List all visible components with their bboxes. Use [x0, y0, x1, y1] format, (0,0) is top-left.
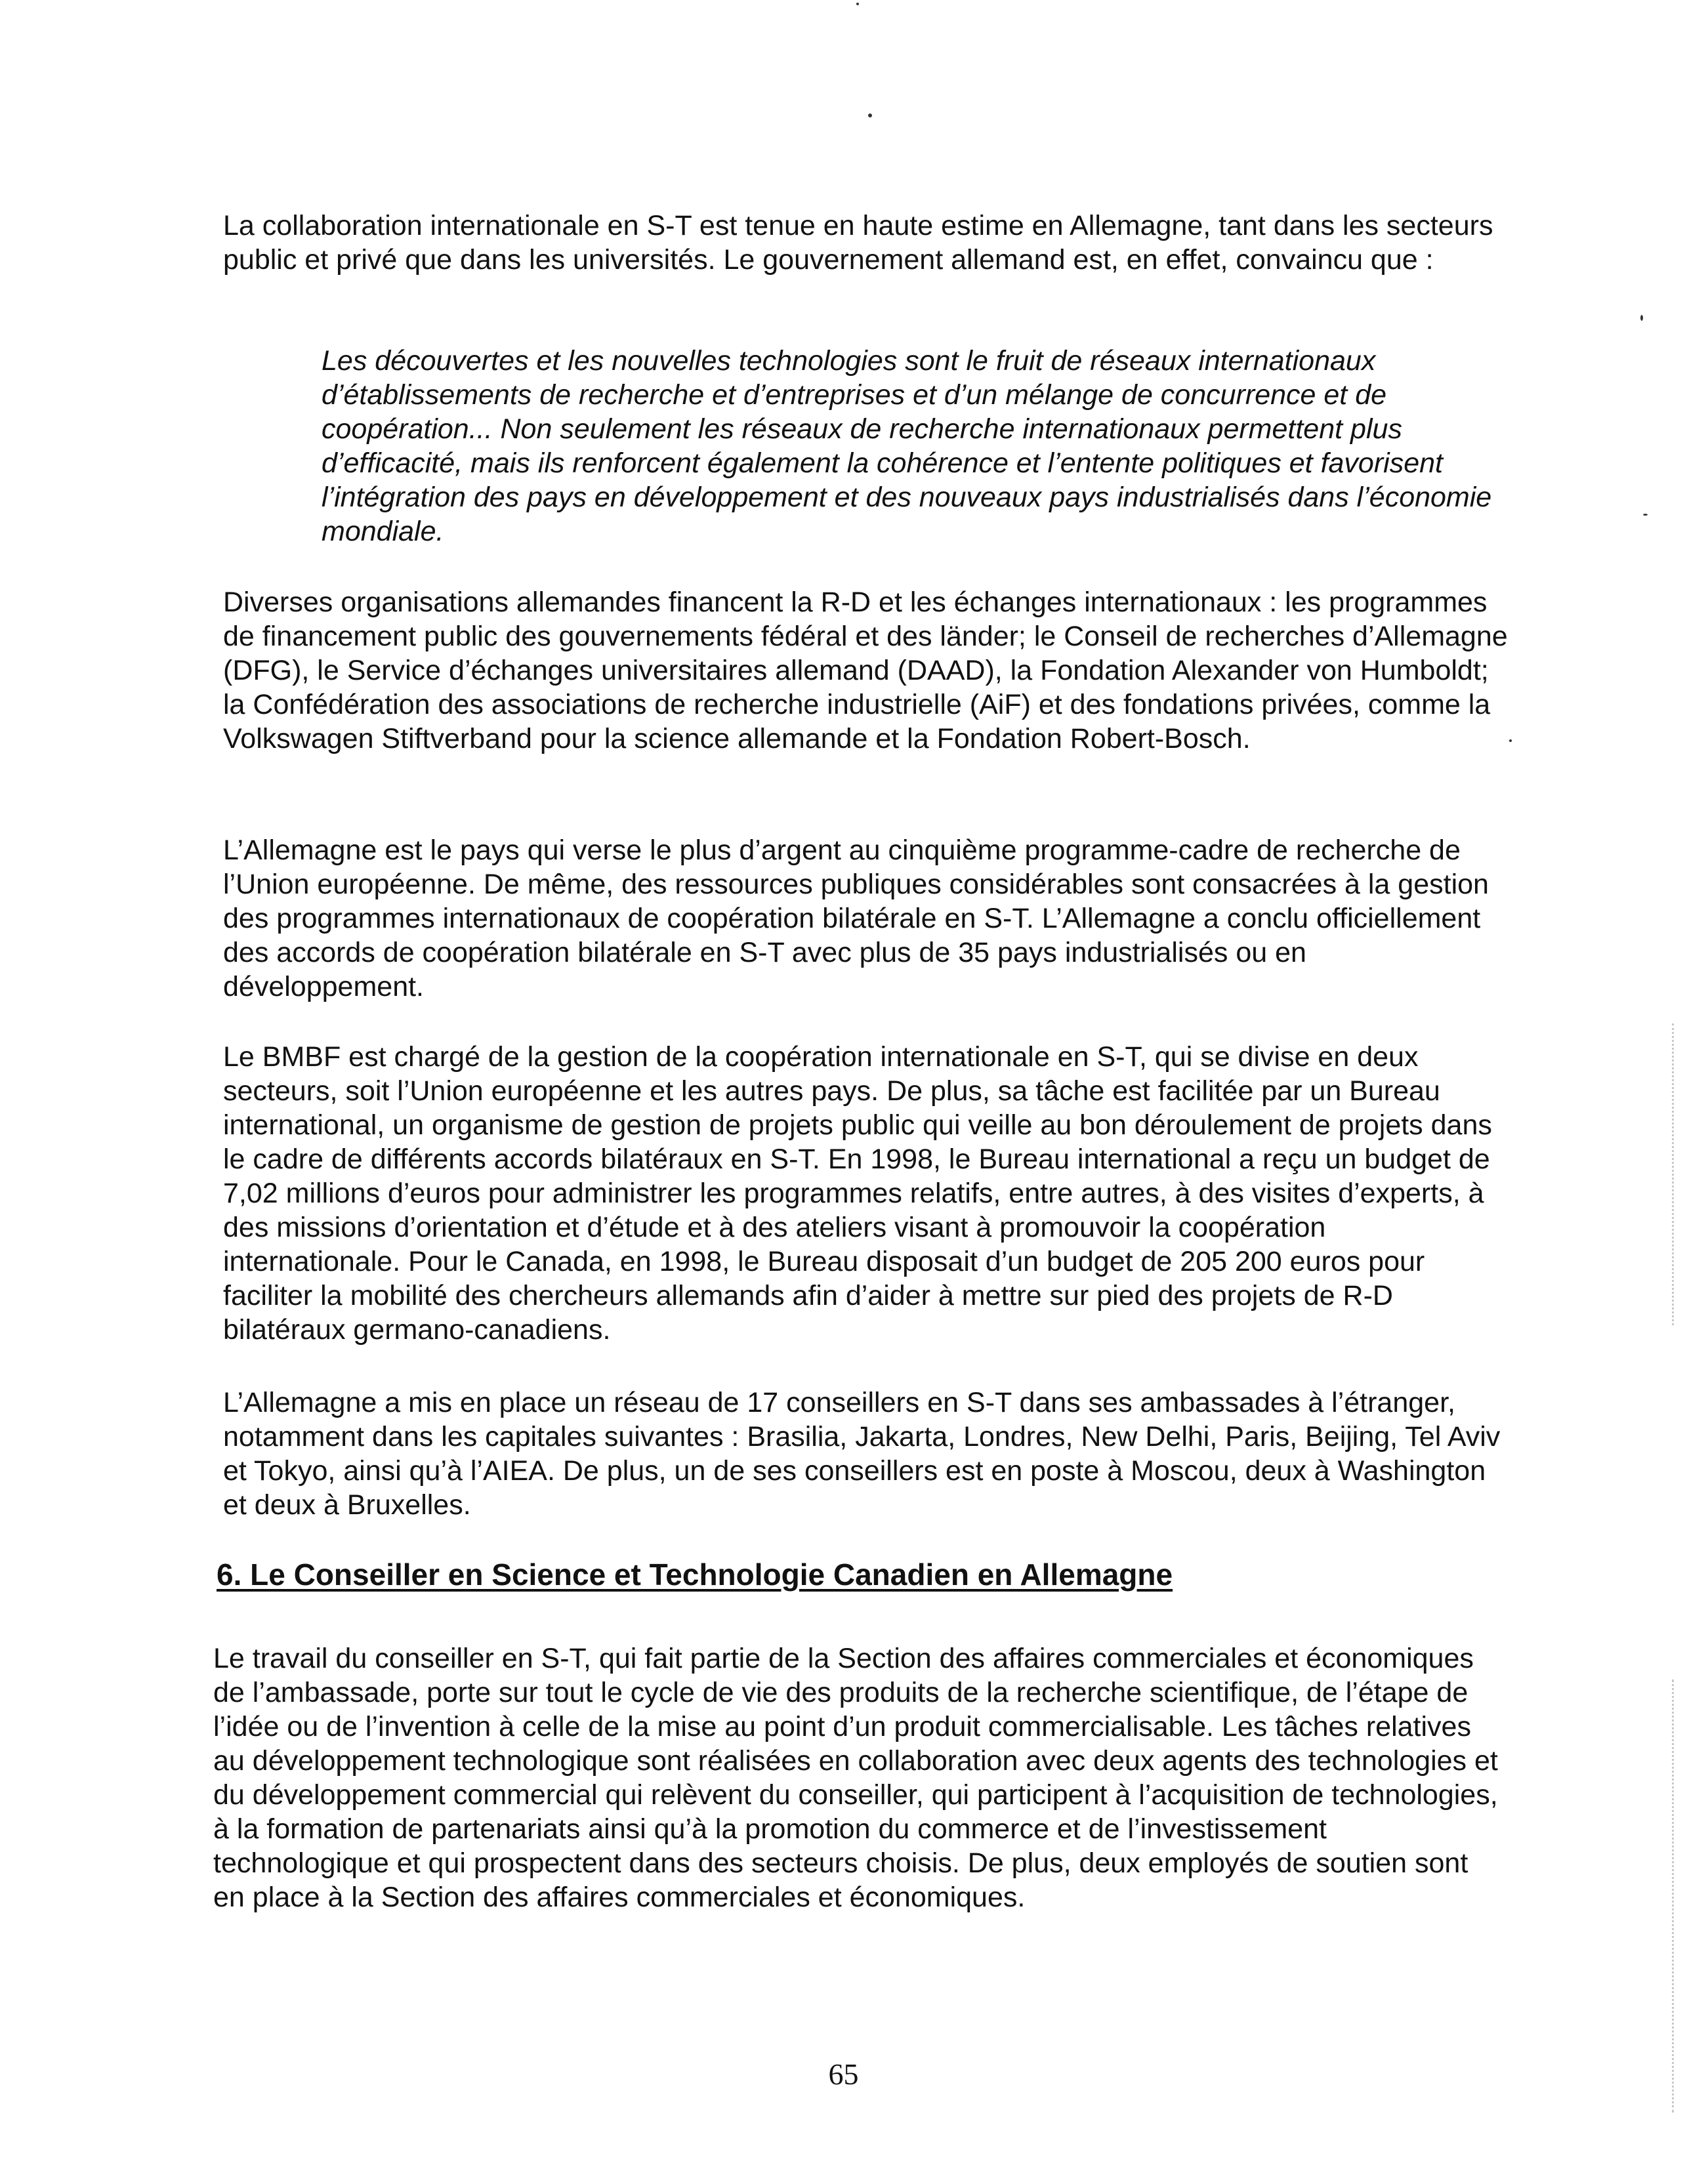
funding-organizations-paragraph: Diverses organisations allemandes financent la R-D et les échanges internationaux : les programmes de financement public des gouvernements fédéral et des länder; le Conseil de recherches d’Allemagne (DFG), le Service d’échanges universitaires allemand (DAAD), la Fondation Alexander von Humboldt; la Confédération des associations de recherche industrielle (AiF) et des fondations privées, comme la Volkswagen Stiftverband pour la science allemande et la Fondation Robert-Bosch.	[223, 587, 1508, 754]
canadian-advisor-paragraph: Le travail du conseiller en S-T, qui fait partie de la Section des affaires commerciales et économiques de l’ambassade, porte sur tout le cycle de vie des produits de la recherche scientifique, de l’étape de l’idée ou de l’invention à celle de la mise au point d’un produit commercialisable. Les tâches relatives au développement technologique sont réalisées en collaboration avec deux agents des technologies et du développement commercial qui relèvent du conseiller, qui participent à l’acquisition de technologies, à la formation de partenariats ainsi qu’à la promotion du commerce et de l’investissement technologique et qui prospectent dans des secteurs choisis. De plus, deux employés de soutien sont en place à la Section des affaires commerciales et économiques.	[213, 1643, 1498, 1913]
section-heading: 6. Le Conseiller en Science et Technologie Canadien en Allemagne	[217, 1557, 1173, 1592]
intro-paragraph: La collaboration internationale en S-T est tenue en haute estime en Allemagne, tant dans les secteurs public et privé que dans les universités. Le gouvernement allemand est, en effet, convaincu que :	[223, 210, 1493, 276]
block-quote: Les découvertes et les nouvelles technologies sont le fruit de réseaux internationaux d’établissements de recherche et d’entreprises et d’un mélange de concurrence et de coopération... Non seulement les réseaux de recherche internationaux permettent plus d’efficacité, mais ils renforcent également la cohérence et l’entente politiques et favorisent l’intégration des pays en développement et des nouveaux pays industrialisés dans l’économie mondiale.	[322, 345, 1492, 547]
bmbf-paragraph: Le BMBF est chargé de la gestion de la coopération internationale en S-T, qui se divise en deux secteurs, soit l’Union européenne et les autres pays. De plus, sa tâche est facilitée par un Bureau international, un organisme de gestion de projets public qui veille au bon déroulement de projets dans le cadre de différents accords bilatéraux en S-T. En 1998, le Bureau international a reçu un budget de 7,02 millions d’euros pour administrer les programmes relatifs, entre autres, à des visites d’experts, à des missions d’orientation et d’étude et à des ateliers visant à promouvoir la coopération internationale. Pour le Canada, en 1998, le Bureau disposait d’un budget de 205 200 euros pour faciliter la mobilité des chercheurs allemands afin d’aider à mettre sur pied des projets de R-D bilatéraux germano-canadiens.	[223, 1041, 1492, 1346]
scan-speck	[1643, 514, 1648, 516]
scan-speck	[868, 113, 872, 117]
scan-speck	[856, 3, 859, 5]
scan-edge-line	[1672, 1679, 1674, 2112]
eu-program-paragraph: L’Allemagne est le pays qui verse le plus d’argent au cinquième programme-cadre de recherche de l’Union européenne. De même, des ressources publiques considérables sont consacrées à la gestion des programmes internationaux de coopération bilatérale en S-T. L’Allemagne a conclu officiellement des accords de coopération bilatérale en S-T avec plus de 35 pays industrialisés ou en développement.	[223, 834, 1489, 1002]
page-number: 65	[828, 2057, 859, 2091]
scan-edge-line	[1672, 1023, 1674, 1325]
scan-speck	[1640, 315, 1643, 321]
scan-speck	[1509, 739, 1512, 742]
advisors-network-paragraph: L’Allemagne a mis en place un réseau de 17 conseillers en S-T dans ses ambassades à l’étranger, notamment dans les capitales suivantes : Brasilia, Jakarta, Londres, New Delhi, Paris, Beijing, Tel Aviv et Tokyo, ainsi qu’à l’AIEA. De plus, un de ses conseillers est en poste à Moscou, deux à Washington et deux à Bruxelles.	[223, 1387, 1501, 1521]
